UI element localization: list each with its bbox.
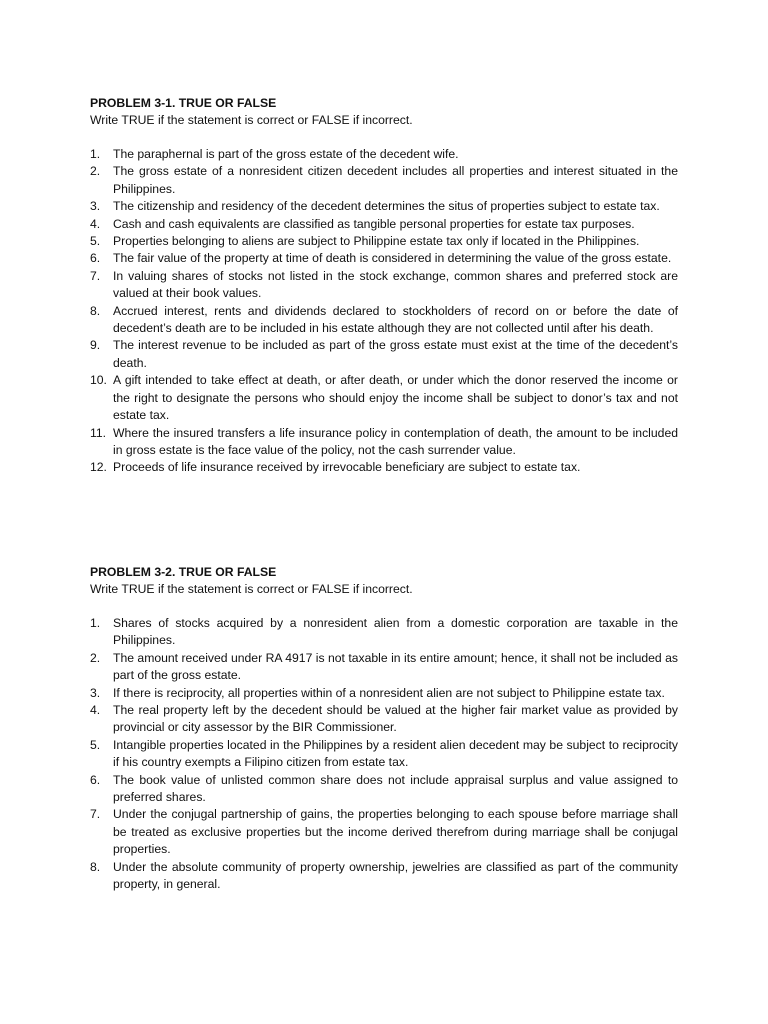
- problem-heading: PROBLEM 3-1. TRUE OR FALSE: [90, 96, 277, 110]
- item-number: 1.: [90, 616, 101, 630]
- list-item: [90, 685, 678, 702]
- list-item: [90, 372, 678, 424]
- item-text: Intangible properties located in the Philippines by a resident alien decedent may be subject to reciprocity if his country exempts a Filipino citizen from estate tax.: [113, 737, 678, 770]
- item-text: A gift intended to take effect at death, or after death, or under which the donor reserved the income or the right to designate the persons who should enjoy the income shall be subject to donor’s tax and not estate tax.: [113, 373, 678, 423]
- list-item: [90, 772, 678, 807]
- list-item: [90, 806, 678, 858]
- list-item: [90, 163, 678, 198]
- list-item: [90, 303, 678, 338]
- problem-3-2-section: [90, 564, 678, 894]
- list-item: [90, 702, 678, 737]
- list-item: [90, 859, 678, 894]
- list-item: [90, 216, 678, 233]
- item-number: 3.: [90, 199, 101, 214]
- item-number: 8.: [90, 859, 101, 874]
- item-text: Accrued interest, rents and dividends declared to stockholders of record on or before the date of decedent’s death are to be included in his estate although they are not collected until after his death.: [113, 303, 678, 336]
- item-text: Where the insured transfers a life insurance policy in contemplation of death, the amount to be included in gross estate is the face value of the policy, not the cash surrender value.: [113, 425, 678, 457]
- list-item: [90, 650, 678, 685]
- list-item: [90, 268, 678, 303]
- item-number: 6.: [90, 251, 101, 266]
- item-number: 5.: [90, 234, 101, 249]
- item-number: 7.: [90, 807, 101, 822]
- list-item: [90, 737, 678, 772]
- item-number: 10.: [90, 373, 107, 388]
- problem-heading: PROBLEM 3-2. TRUE OR FALSE: [90, 565, 277, 579]
- item-number: 8.: [90, 303, 101, 318]
- item-text: The gross estate of a nonresident citizen decedent includes all properties and interest situated in the Philippines.: [113, 164, 678, 196]
- item-text: The amount received under RA 4917 is not taxable in its entire amount; hence, it shall not be included as part of the gross estate.: [113, 650, 678, 683]
- item-number: 11.: [90, 425, 107, 440]
- list-item: [90, 250, 678, 267]
- item-number: 4.: [90, 703, 101, 718]
- problem-instruction: Write TRUE if the statement is correct or FALSE if incorrect.: [90, 582, 413, 596]
- item-number: 12.: [90, 460, 107, 475]
- item-number: 2.: [90, 164, 101, 179]
- item-text: The citizenship and residency of the decedent determines the situs of properties subject to estate tax.: [113, 199, 660, 214]
- statement-list: [90, 615, 678, 894]
- item-text: The paraphernal is part of the gross estate of the decedent wife.: [113, 147, 459, 161]
- item-text: The real property left by the decedent should be valued at the higher fair market value as provided by provincial or city assessor by the BIR Commissioner.: [113, 703, 678, 735]
- item-text: Cash and cash equivalents are classified as tangible personal properties for estate tax purposes.: [113, 216, 635, 231]
- list-item: [90, 233, 678, 250]
- item-text: Shares of stocks acquired by a nonresident alien from a domestic corporation are taxable in the Philippines.: [113, 616, 678, 648]
- item-text: The interest revenue to be included as part of the gross estate must exist at the time of the decedent’s death.: [113, 338, 678, 370]
- problem-3-1-section: [90, 95, 678, 477]
- item-number: 7.: [90, 268, 101, 283]
- item-text: Proceeds of life insurance received by irrevocable beneficiary are subject to estate tax.: [113, 460, 581, 475]
- list-item: [90, 337, 678, 372]
- item-text: If there is reciprocity, all properties within of a nonresident alien are not subject to Philippine estate tax.: [113, 685, 665, 700]
- item-text: Properties belonging to aliens are subject to Philippine estate tax only if located in the Philippines.: [113, 234, 640, 249]
- list-item: [90, 146, 678, 163]
- item-text: Under the conjugal partnership of gains, the properties belonging to each spouse before marriage shall be treated as exclusive properties but the income derived therefrom during marriage shall be conjugal properties.: [113, 807, 678, 857]
- item-number: 2.: [90, 650, 101, 665]
- item-number: 6.: [90, 772, 101, 787]
- problem-instruction: Write TRUE if the statement is correct or FALSE if incorrect.: [90, 113, 413, 127]
- item-number: 1.: [90, 147, 101, 161]
- list-item: [90, 198, 678, 215]
- statement-list: [90, 146, 678, 477]
- item-number: 5.: [90, 737, 101, 752]
- item-text: The fair value of the property at time of death is considered in determining the value of the gross estate.: [113, 251, 672, 266]
- item-number: 9.: [90, 338, 101, 353]
- list-item: [90, 425, 678, 460]
- list-item: [90, 459, 678, 476]
- item-number: 4.: [90, 216, 101, 231]
- item-number: 3.: [90, 685, 101, 700]
- item-text: In valuing shares of stocks not listed in the stock exchange, common shares and preferred stock are valued at their book values.: [113, 268, 678, 301]
- item-text: Under the absolute community of property ownership, jewelries are classified as part of the community property, in general.: [113, 859, 678, 892]
- item-text: The book value of unlisted common share does not include appraisal surplus and value assigned to preferred shares.: [113, 772, 678, 805]
- list-item: [90, 615, 678, 650]
